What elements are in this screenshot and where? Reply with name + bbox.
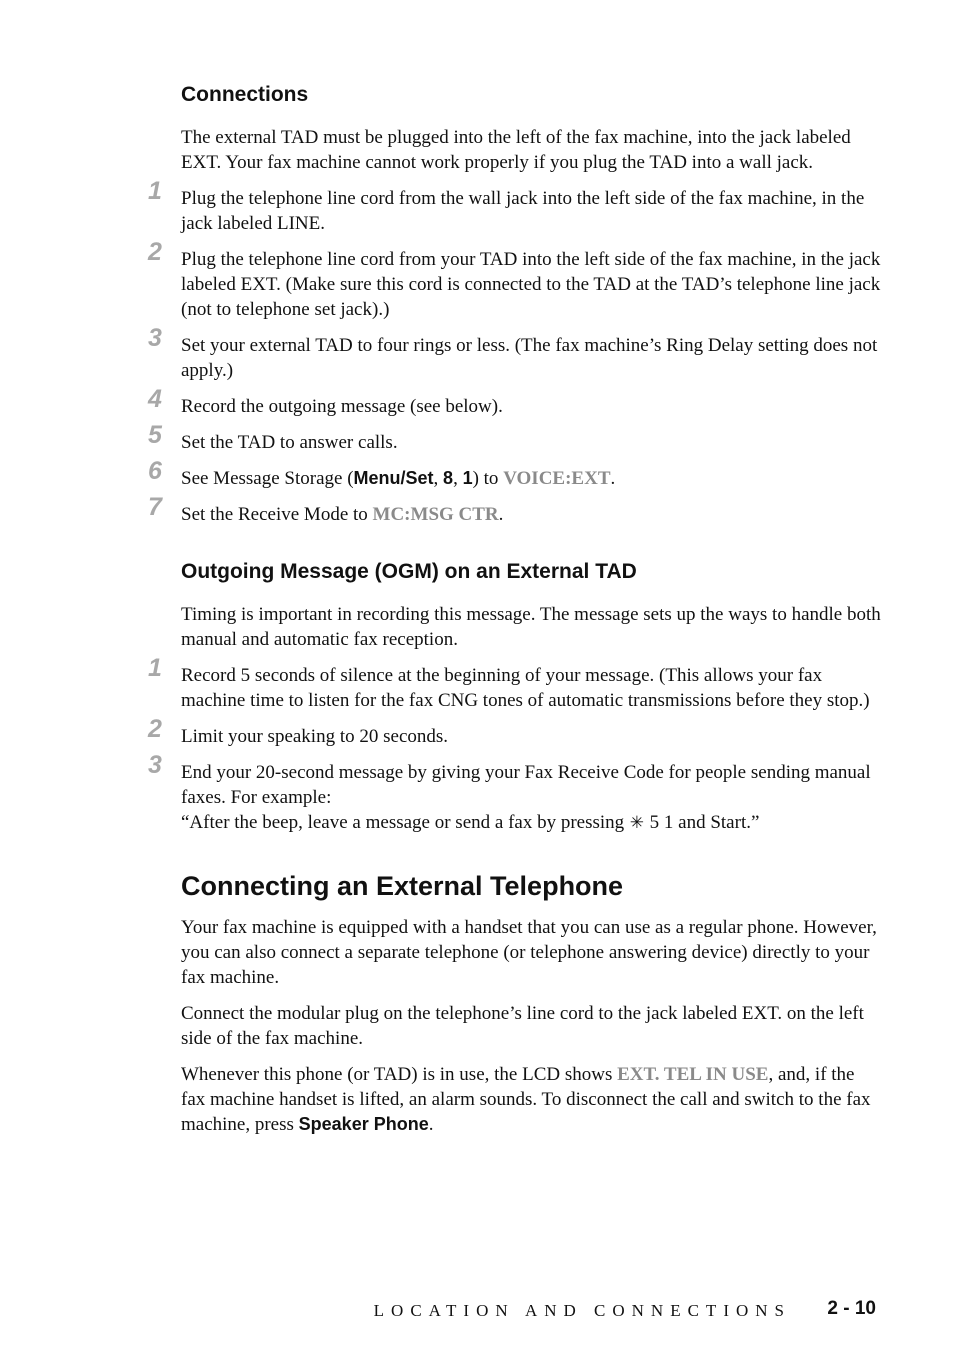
connections-intro: The external TAD must be plugged into the left of the fax machine, into the jack labeled EXT. Your fax machine cannot work properly if you plug the TAD into a wall jack. [181,127,851,173]
connections-step-3 [148,324,881,383]
example-quote-end: 5 1 and Start.” [644,812,760,833]
step-number: 4 [148,385,162,413]
lcd-mc-msg-ctr: MC:MSG CTR [372,504,499,525]
step-number: 3 [148,751,162,779]
ogm-intro: Timing is important in recording this message. The message sets up the ways to handle both manual and automatic fax reception. [181,604,881,650]
separator: , [453,468,463,489]
connections-step-7 [148,493,881,527]
step-text: Record 5 seconds of silence at the beginning of your message. (This allows your fax machine time to listen for the fax CNG tones of automatic transmissions before they stop.) [181,665,870,711]
ext-phone-para-2: Connect the modular plug on the telephone’s line cord to the jack labeled EXT. on the left side of the fax machine. [181,1003,864,1049]
ogm-heading: Outgoing Message (OGM) on an External TAD [181,560,637,583]
example-quote: “After the beep, leave a message or send a fax by pressing [181,812,629,833]
step-number: 7 [148,493,162,521]
step-number: 2 [148,715,162,743]
step-text: End your 20-second message by giving your Fax Receive Code for people sending manual faxes. For example: [181,762,871,808]
step-number: 3 [148,324,162,352]
key-8: 8 [443,468,454,488]
page-content [148,80,881,1148]
step-text: Plug the telephone line cord from the wall jack into the left side of the fax machine, in the jack labeled LINE. [181,188,865,234]
connections-step-5 [148,421,881,455]
step-text: See Message Storage ( [181,468,354,489]
step-number: 1 [148,654,162,682]
step-text-post: . [610,468,616,489]
step-text-post: . [498,504,504,525]
step-number: 5 [148,421,162,449]
para-text: Whenever this phone (or TAD) is in use, the LCD shows [181,1064,618,1085]
key-speaker-phone: Speaker Phone [298,1114,429,1134]
ext-phone-para-1: Your fax machine is equipped with a handset that you can use as a regular phone. However, you can also connect a separate telephone (or telephone answering device) directly to your fax machine. [181,917,877,988]
step-text: Set your external TAD to four rings or less. (The fax machine’s Ring Delay setting does not apply.) [181,335,878,381]
step-text: Set the TAD to answer calls. [181,432,398,453]
step-number: 6 [148,457,162,485]
step-text: Limit your speaking to 20 seconds. [181,726,449,747]
lcd-voice-ext: VOICE:EXT [503,468,611,489]
footer-section-title: LOCATION AND CONNECTIONS [373,1301,791,1320]
ogm-step-3 [148,751,881,836]
key-menu-set: Menu/Set [353,468,434,488]
step-number: 1 [148,177,162,205]
step-text-mid: ) to [472,468,504,489]
step-text: Set the Receive Mode to [181,504,373,525]
ext-phone-para-3 [181,1062,881,1137]
lcd-ext-tel-in-use: EXT. TEL IN USE [617,1064,769,1085]
footer-page-number: 2 - 10 [827,1298,876,1319]
page-footer [0,1297,954,1327]
separator: , [433,468,444,489]
ogm-step-2 [148,715,881,749]
connections-step-2 [148,238,881,322]
ogm-step-1 [148,654,881,713]
step-number: 2 [148,238,162,266]
connections-step-1 [148,177,881,236]
ext-phone-heading: Connecting an External Telephone [181,871,624,901]
step-text: Record the outgoing message (see below). [181,396,503,417]
para-text-mid: , and, if the fax machine handset is lifted, an alarm sounds. To disconnect the call and switch to the fax machine, press [181,1064,871,1135]
key-1: 1 [462,468,473,488]
connections-step-6 [148,457,881,491]
section-spacer [181,538,881,557]
connections-step-4 [148,385,881,419]
connections-heading: Connections [181,83,309,106]
step-text: Plug the telephone line cord from your TAD into the left side of the fax machine, in the jack labeled EXT. (Make sure this cord is connected to the TAD at the TAD’s telephone line jack (not to telephone set jack).) [181,249,881,320]
asterisk-key-icon: ✳ [629,813,645,833]
para-text-post: . [428,1114,434,1135]
